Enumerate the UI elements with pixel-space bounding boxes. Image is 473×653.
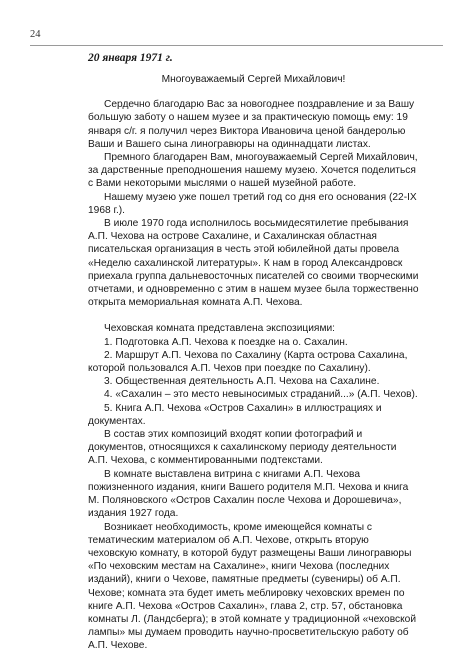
paragraph: Премного благодарен Вам, многоуважаемый Сергей Михайлович, за дарственные преподношения нашему музею. Хочется поделиться с Вами некоторыми мыслями о нашей музейной работе. <box>88 152 418 190</box>
paragraph: Чеховская комната представлена экспозициями: <box>104 323 335 335</box>
paragraph: Нашему музею уже пошел третий год со дня его основания (22-IX 1968 г.). <box>88 191 417 216</box>
letter-body <box>88 73 419 653</box>
greeting: Многоуважаемый Сергей Михайлович! <box>161 74 346 85</box>
page-number: 24 <box>30 29 41 40</box>
paragraph: Сердечно благодарю Вас за новогоднее поздравление и за Вашу большую заботу о нашем музее и за практическую помощь ему: 19 января с/г. я получил через Виктора Ивановича ценой бандеролью Ваши и Вашего сына линогравюры на одиннадцати листах. <box>88 99 415 150</box>
letter-date: 20 января 1971 г. <box>88 52 173 64</box>
list-item: 3. Общественная деятельность А.П. Чехова на Сахалине. <box>104 376 380 388</box>
paragraph: В состав этих композиций входят копии фотографий и документов, относящихся к сахалинскому периоду деятельности А.П. Чехова, с комментированными подтекстами. <box>88 429 397 467</box>
list-item: 2. Маршрут А.П. Чехова по Сахалину (Карта острова Сахалина, которой пользовался А.П. Чехов при поездке по Сахалину). <box>88 349 408 375</box>
paragraph: В июле 1970 года исполнилось восьмидесятилетие пребывания А.П. Чехова на острове Сахалине, и Сахалинская областная писательская организация в честь этой юбилейной даты провела «Неделю сахалинской литературы». К нам в город Александровск приехала группа дальневосточных писателей со своими творческими отчетами, и одновременно с этим в нашем музее была торжественно открыта мемориальная комната А.П. Чехова. <box>88 218 419 309</box>
paragraph: Возникает необходимость, кроме имеющейся комнаты с тематическим материалом об А.П. Чехове, открыть вторую чеховскую комнату, в которой будут размещены Ваши линогравюры «По чеховским местам на Сахалине», книги Чехова (последних изданий), книги о Чехове, памятные предметы (сувениры) об А.П. Чехове; комната эта будет иметь меблировку чеховских времен по книге А.П. Чехова «Остров Сахалин», глава 2, стр. 57, обстановка комнаты Л. (Ландсберга); в этой комнате у традиционной «чеховской лампы» мы думаем проводить научно-просветительскую работу об А.П. Чехове. <box>88 521 417 652</box>
header-rule <box>30 45 443 46</box>
paragraph: В комнате выставлена витрина с книгами А.П. Чехова пожизненного издания, книги Вашего родителя М.П. Чехова и книга М. Поляновского «Остров Сахалин после Чехова и Дорошевича», издания 1927 года. <box>88 468 409 520</box>
list-item: 5. Книга А.П. Чехова «Остров Сахалин» в иллюстрациях и документах. <box>88 402 382 427</box>
list-item: 1. Подготовка А.П. Чехова к поездке на о. Сахалин. <box>104 336 348 348</box>
list-item: 4. «Сахалин – это место невыносимых страданий...» (А.П. Чехов). <box>104 389 418 401</box>
paragraph-gap <box>88 309 419 322</box>
